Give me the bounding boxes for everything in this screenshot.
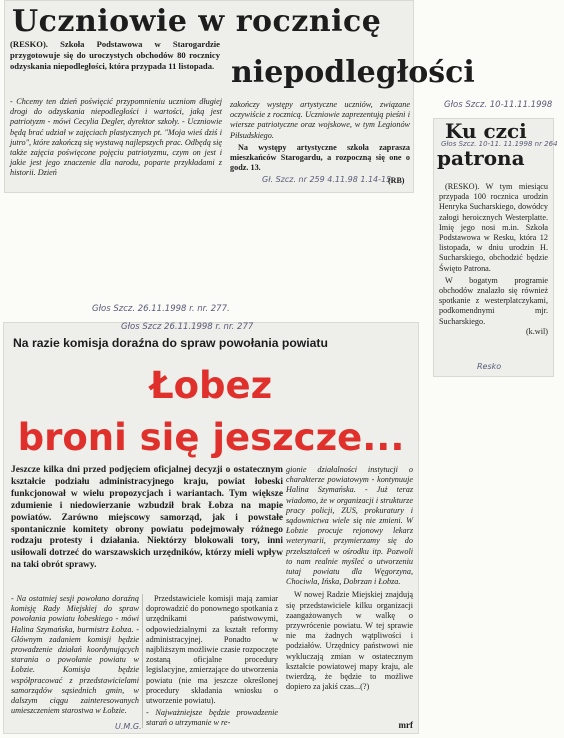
article-byline: mrf	[398, 720, 413, 730]
article-clipping-uczniowie	[4, 0, 475, 193]
article-body	[439, 182, 548, 337]
handwritten-source-note: Głos Szcz. 26.11.1998 r. nr. 277.	[92, 304, 230, 314]
article-headline-line1: Uczniowie w rocznicę	[12, 4, 382, 39]
article-lead: (RESKO). Szkoła Podstawowa w Starogardzie przygotowuje się do uroczystych obchodów 80 rocznicy odzyskania niepodległości, która przypada 11 listopada.	[10, 39, 220, 71]
article-headline-line2: patrona	[437, 146, 525, 170]
handwritten-source-note: Głos Szcz 26.11.1998 r. nr. 277	[121, 322, 254, 332]
handwritten-note: U.M.G.	[115, 722, 142, 731]
article-column-a: - Chcemy ten dzień poświęcić przypomnieniu uczniom długiej drogi do odzyskania niepodległości i wartości, jaką jest patriotyzm - mówi Cecylia Degler, dyrektor szkoły. - Uczniowie będą brać udział w zajęciach plastycznych pt. "Moja wieś dziś i jutro", które zakończą się wystawą najlepszych prac. Odbędą się także zajęcia poświęcone pojęciu patriotyzmu, czym on jest i jakie jest jego znaczenie dla narodu, poparte przykładami z historii. Dzień	[10, 97, 222, 178]
article-paragraph: W nowej Radzie Miejskiej znajdują się przedstawiciele kilku organizacji zaangażowanych w walkę o przywrócenie powiatu. W tej sprawie nie ma żadnych wątpliwości i podziałów. Urzędnicy państwowi nie wykluczają zmian w ostatecznym kształcie powiatowej mapy kraju, ale twierdzą, że będzie to możliwe dopiero za jakiś czas...(?)	[286, 590, 413, 692]
article-paragraph: - Najważniejsze będzie prowadzenie starań o utrzymanie w re-	[146, 708, 278, 728]
handwritten-source-note: Gł. Szcz. nr 259 4.11.98 1.14-15	[262, 175, 392, 184]
article-paragraph: (RESKO). W tym miesiącu przypada 100 rocznica urodzin Henryka Sucharskiego, dowódcy załogi heroicznych Westerplatte. Imię jego nosi m.in. Szkoła Podstawowa w Resku, która 12 listopada, w dniu urodzin H. Sucharskiego, obchodzić będzie Święto Patrona.	[439, 182, 548, 273]
article-paragraph: W bogatym programie obchodów znalazło się również spotkanie z westerplatczykami, podkomendnymi mjr. Sucharskiego.	[439, 275, 548, 326]
article-kicker: Na razie komisja doraźna do spraw powołania powiatu	[13, 336, 328, 350]
article-column-1: - Na ostatniej sesji powołano doraźną komisję Rady Miejskiej do spraw powołania powiatu łobeskiego - mówi Halina Szymańska, burmistrz Łobza. - Głównym zadaniem komisji będzie prowadzenie działań koordynujących starania o powołanie powiatu w Łobzie. Komisja będzie współpracować z przedstawicielami samorządów sąsiednich gmin, w dalszym ciągu zainteresowanych umieszczeniem starostwa w Łobzie.	[11, 594, 139, 716]
article-paragraph: gionie działalności instytucji o charakterze powiatowym - kontynuuje Halina Szymańska. - Już teraz wiadomo, że w organizacji i strukturze pracy policji, ZUS, prokuratury i sądownictwa wiele się nie zmieni. W Łobzie procuje rejonowy lekarz weterynarii, przymierzamy się do przekształceń w ośrodku itp. Pozwoli to nam realnie myśleć o utworzeniu tutaj powiatu dla Węgorzyna, Chociwla, Ińska, Dobrzan i Łobza.	[286, 465, 413, 587]
article-paragraph: Przedstawiciele komisji mają zamiar doprowadzić do ponownego spotkania z urzędnikami państwowymi, odpowiedzialnymi za kształt reformy administracyjnej. Ponadto w najbliższym możliwie czasie rozpoczęte zostaną oficjalne procedury legislacyjne, zmierzające do utworzenia powiatu (nie ma jeszcze określonej procedury składania wniosku o utworzenie powiatu).	[146, 594, 278, 706]
article-column-3	[286, 465, 413, 692]
article-headline-line1: Ku czci	[445, 119, 527, 143]
handwritten-location-note: Resko	[477, 362, 502, 371]
article-column-b	[230, 100, 410, 173]
article-clipping-ku-czci-patrona	[433, 118, 558, 377]
column-divider	[142, 594, 143, 728]
article-paragraph: zakończy występy artystyczne uczniów, związane oczywiście z rocznicą. Uczniowie zaprezentują pieśni i wiersze patriotyczne oraz wojskowe, w tym Legionów Piłsudskiego.	[230, 100, 410, 140]
article-byline: (k.wil)	[525, 326, 548, 336]
handwritten-source-note: Głos Szcz. 10-11.11.1998	[444, 100, 553, 110]
article-clipping-lobez	[3, 322, 419, 734]
handwritten-source-note: Głos Szcz. 10-11. 11.1998 nr 264	[441, 140, 558, 148]
article-byline: (RB)	[388, 176, 405, 185]
article-paragraph-invitation: Na występy artystyczne szkoła zaprasza mieszkańców Starogardu, a rozpoczną się one o godz. 13.	[230, 142, 410, 173]
article-headline-line2: niepodległości	[231, 55, 475, 90]
article-headline-line1: Łobez	[149, 364, 273, 407]
article-lead: Jeszcze kilka dni przed podjęciem oficjalnej decyzji o ostatecznym kształcie podziału administracyjnego kraju, powiat łobeski funkcjonował w wielu propozycjach i wariantach. Tym większe zdumienie i niedowierzanie wzbudził brak Łobza na mapie powiatów. Zarówno miejscowy samorząd, jak i powstałe spontanicznie komitety obrony powiatu podejmowały różnego rodzaju protesty i działania. Niektórzy blokowali tory, inni usiłowali dotrzeć do warszawskich urzędników, którzy mieli wpływ na taki obrót sprawy.	[11, 465, 283, 571]
article-column-2	[146, 594, 278, 729]
article-headline-line2: broni się jeszcze...	[17, 416, 405, 459]
